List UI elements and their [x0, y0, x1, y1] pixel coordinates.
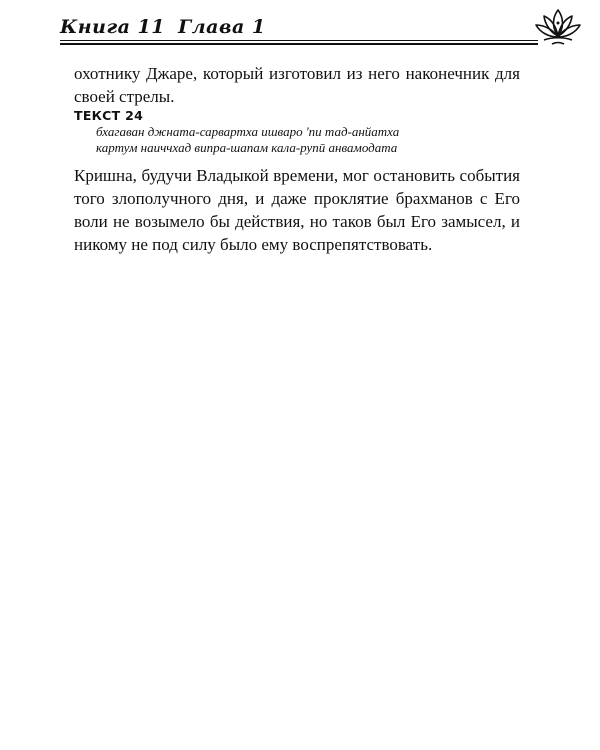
purport-paragraph: Кришна, будучи Владыкой времени, мог остановить события того злополучного дня, и даже проклятие брахманов с Его воли не возымело бы действия, но таков был Его замысел, и никому не под силу было ему воспрепятствовать.: [74, 166, 520, 254]
header-title: [60, 16, 272, 38]
header-chapter: Глава 1: [178, 16, 266, 38]
paragraph-continued: охотнику Джаре, который изготовил из него наконечник для своей стрелы.: [74, 64, 520, 106]
running-header: [60, 10, 580, 50]
lotus-icon: [532, 6, 584, 50]
verse-line: картум наиччхад випра-шапам кала-рупӣ анвамодата: [96, 140, 398, 155]
verse-line: бхагаван джната-сарвартха ишваро 'пи тад-анйатха: [96, 124, 400, 139]
header-book: Книга 11: [60, 16, 166, 38]
header-rule-thick: [60, 43, 538, 45]
header-rule: [60, 40, 538, 41]
text-heading: ТЕКСТ 24: [74, 108, 144, 123]
verse-block: [96, 124, 516, 156]
